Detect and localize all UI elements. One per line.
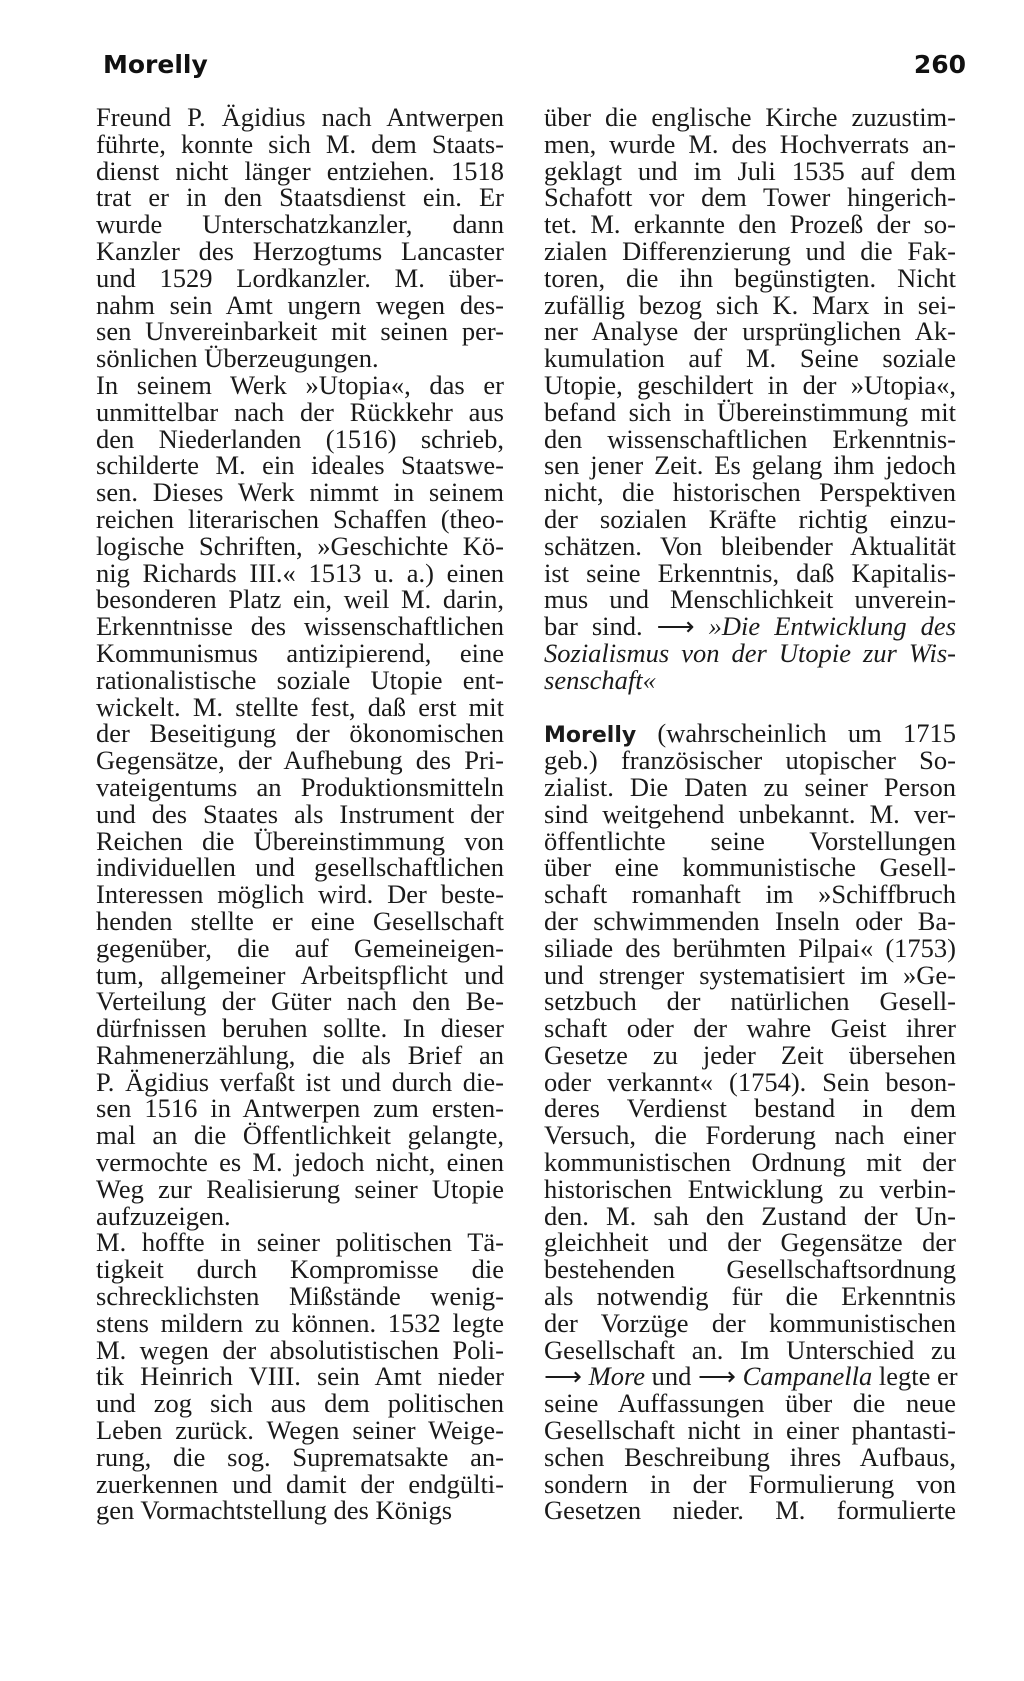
text-line: siliade des berühmten Pilpai« (1753) (544, 932, 956, 963)
reference-title-line: Sozialismus von der Utopie zur Wis- (544, 637, 956, 668)
text-line: und strenger systematisiert im »Ge- (544, 959, 956, 990)
text-line: sönlichen Überzeugungen. (96, 343, 379, 374)
text-line: individuellen und gesellschaftlichen (96, 852, 504, 883)
text-line: tik Heinrich VIII. sein Amt nieder (96, 1361, 504, 1392)
text-line: stens mildern zu können. 1532 legte (96, 1307, 504, 1338)
xref-campanella[interactable]: Campanella (742, 1361, 873, 1392)
text-line: der schwimmenden Inseln oder Ba- (544, 905, 956, 936)
text-line: Erkenntnisse des wissenschaftlichen (96, 611, 504, 642)
text-line: nig Richards III.« 1513 u. a.) einen (96, 557, 504, 588)
text-line: historischen Entwicklung zu verbin- (544, 1173, 956, 1204)
text-line: befand sich in Übereinstimmung mit (544, 396, 956, 427)
text-line: trat er in den Staatsdienst ein. Er (96, 182, 504, 213)
arrow-icon: ⟶ (544, 1361, 582, 1392)
right-column (544, 104, 956, 1524)
xref-more[interactable]: More (588, 1361, 646, 1392)
text-line: und 1529 Lordkanzler. M. über- (96, 262, 504, 293)
entry-morelly-body (544, 747, 956, 1363)
text-line: schaft romanhaft im »Schiffbruch (544, 879, 956, 910)
arrow-icon: ⟶ (698, 1361, 737, 1392)
text-line: sen 1516 in Antwerpen zum ersten- (96, 1093, 504, 1124)
xref-connector: und (645, 1361, 699, 1392)
text-line: mus und Menschlichkeit unverein- (544, 584, 956, 615)
text-line: Verteilung der Güter nach den Be- (96, 986, 504, 1017)
text-line: schen Beschreibung ihres Aufbaus, (544, 1441, 956, 1472)
text-line: Gesetze zu jeder Zeit übersehen (544, 1039, 956, 1070)
text-line: tet. M. erkannte den Prozeß der so- (544, 209, 956, 240)
text-line: Kanzler des Herzogtums Lancaster (96, 235, 504, 266)
text-line: geb.) französischer utopischer So- (544, 745, 956, 776)
text-line: nicht, die historischen Perspektiven (544, 477, 956, 508)
text-line: mal an die Öffentlichkeit gelangte, (96, 1120, 504, 1151)
text-line: sen Unvereinbarkeit mit seinen per- (96, 316, 504, 347)
text-line: sen. Dieses Werk nimmt in seinem (96, 477, 504, 508)
text-line: besonderen Platz ein, weil M. darin, (96, 584, 504, 615)
text-line: M. hoffte in seiner politischen Tä- (96, 1227, 504, 1258)
text-line: über eine kommunistische Gesell- (544, 852, 956, 883)
text-line: Gesetzen nieder. M. formulierte (544, 1495, 956, 1526)
text-line: dürfnissen beruhen sollte. In dieser (96, 1013, 504, 1044)
text-line: schilderte M. ein ideales Staatswe- (96, 450, 504, 481)
entry-separator (544, 694, 956, 721)
text-line: Versuch, die Forderung nach einer (544, 1120, 956, 1151)
text-line: rung, die sog. Suprematsakte an- (96, 1441, 504, 1472)
text-line: setzbuch der natürlichen Gesell- (544, 986, 956, 1017)
left-column (96, 104, 504, 1524)
text-line: Utopie, geschildert in der »Utopia«, (544, 369, 956, 400)
text-line: tigkeit durch Kompromisse die (96, 1254, 504, 1285)
text-line: bestehenden Gesellschaftsordnung (544, 1254, 956, 1285)
text-line: men, wurde M. des Hochverrats an- (544, 128, 956, 159)
text-line: tum, allgemeiner Arbeitspflicht und (96, 959, 504, 990)
text-line: Weg zur Realisierung seiner Utopie (96, 1173, 504, 1204)
text-line: seine Auffassungen über die neue (544, 1388, 956, 1419)
text-line: als notwendig für die Erkenntnis (544, 1281, 956, 1312)
text-line: schaft oder der wahre Geist ihrer (544, 1013, 956, 1044)
text-line: der Beseitigung der ökonomischen (96, 718, 504, 749)
text-line: Leben zurück. Wegen seiner Weige- (96, 1415, 504, 1446)
text-line: nahm sein Amt ungern wegen des- (96, 289, 504, 320)
text-line: der Vorzüge der kommunistischen (544, 1307, 956, 1338)
text-line: ist seine Erkenntnis, daß Kapitalis- (544, 557, 956, 588)
text-line: In seinem Werk »Utopia«, das er (96, 369, 504, 400)
text-line: aufzuzeigen. (96, 1200, 231, 1231)
text-line: Kommunismus antizipierend, eine (96, 637, 504, 668)
text-line: zialist. Die Daten zu seiner Person (544, 771, 956, 802)
text-line: vermochte es M. jedoch nicht, einen (96, 1147, 504, 1178)
cross-reference-line (544, 1363, 956, 1390)
text-line: Gesellschaft an. Im Unterschied zu (544, 1334, 956, 1365)
text-line: und zog sich aus dem politischen (96, 1388, 504, 1419)
text-line: gegenüber, die auf Gemeineigen- (96, 932, 504, 963)
text-line: Schafott vor dem Tower hingerich- (544, 182, 956, 213)
entry-morelly-headline (544, 720, 956, 747)
text-line: rationalistische soziale Utopie ent- (96, 664, 504, 695)
text-line: zialen Differenzierung und die Fak- (544, 235, 956, 266)
entry-keyword: Morelly (544, 723, 637, 749)
entry-first-line: (wahrscheinlich um 1715 (636, 718, 956, 749)
text-line: der sozialen Kräfte richtig einzu- (544, 503, 956, 534)
reference-title: »Die Entwicklung des (708, 611, 957, 642)
text-line: den. M. sah den Zustand der Un- (544, 1200, 956, 1231)
text-line: Interessen möglich wird. Der beste- (96, 879, 504, 910)
text-line: Freund P. Ägidius nach Antwerpen (96, 102, 504, 132)
text-line: Rahmenerzählung, die als Brief an (96, 1039, 504, 1070)
text-line: den Niederlanden (1516) schrieb, (96, 423, 504, 454)
text-line: deres Verdienst bestand in dem (544, 1093, 956, 1124)
text-line: schrecklichsten Mißstände wenig- (96, 1281, 504, 1312)
entry-more-continuation (544, 104, 956, 613)
text-line: henden stellte er eine Gesellschaft (96, 905, 504, 936)
arrow-icon: ⟶ (656, 611, 695, 642)
reference-prefix: bar sind. (544, 611, 657, 642)
text-line: zuerkennen und damit der endgülti- (96, 1468, 504, 1499)
text-line: den wissenschaftlichen Erkenntnis- (544, 423, 956, 454)
text-line: oder verkannt« (1754). Sein beson- (544, 1066, 956, 1097)
text-line: führte, konnte sich M. dem Staats- (96, 128, 504, 159)
page-number: 260 (913, 50, 966, 79)
running-head-title: Morelly (103, 50, 208, 79)
text-line: Reichen die Übereinstimmung von (96, 825, 504, 856)
text-line: P. Ägidius verfaßt ist und durch die- (96, 1066, 504, 1097)
text-line: Gesellschaft nicht in einer phantasti- (544, 1415, 956, 1446)
text-line: unmittelbar nach der Rückkehr aus (96, 396, 504, 427)
text-line: sondern in der Formulierung von (544, 1468, 956, 1499)
text-line: über die englische Kirche zuzustim- (544, 102, 956, 132)
text-line: wickelt. M. stellte fest, daß erst mit (96, 691, 504, 722)
text-line: und des Staates als Instrument der (96, 798, 504, 829)
text-line: Gegensätze, der Aufhebung des Pri- (96, 745, 504, 776)
cross-reference-line (544, 613, 956, 640)
text-line: schätzen. Von bleibender Aktualität (544, 530, 956, 561)
text-line: logische Schriften, »Geschichte Kö- (96, 530, 504, 561)
text-line: wurde Unterschatzkanzler, dann (96, 209, 504, 240)
text-line: gen Vormachtstellung des Königs (96, 1495, 453, 1526)
text-line: sind weitgehend unbekannt. M. ver- (544, 798, 956, 829)
text-line: reichen literarischen Schaffen (theo- (96, 503, 504, 534)
text-line: kommunistischen Ordnung mit der (544, 1147, 956, 1178)
text-line: gleichheit und der Gegensätze der (544, 1227, 956, 1258)
text-line: sen jener Zeit. Es gelang ihm jedoch (544, 450, 956, 481)
xref-rest: legte er (872, 1361, 958, 1392)
text-line: öffentlichte seine Vorstellungen (544, 825, 956, 856)
text-line: zufällig bezog sich K. Marx in sei- (544, 289, 956, 320)
reference-title-line: senschaft« (544, 664, 656, 695)
entry-morelly-tail (544, 1390, 956, 1524)
text-line: vateigentums an Produktionsmitteln (96, 771, 504, 802)
text-line: geklagt und im Juli 1535 auf dem (544, 155, 956, 186)
text-line: toren, die ihn begünstigten. Nicht (544, 262, 956, 293)
text-line: kumulation auf M. Seine soziale (544, 343, 956, 374)
text-line: ner Analyse der ursprünglichen Ak- (544, 316, 956, 347)
text-line: M. wegen der absolutistischen Poli- (96, 1334, 504, 1365)
text-line: dienst nicht länger entziehen. 1518 (96, 155, 504, 186)
